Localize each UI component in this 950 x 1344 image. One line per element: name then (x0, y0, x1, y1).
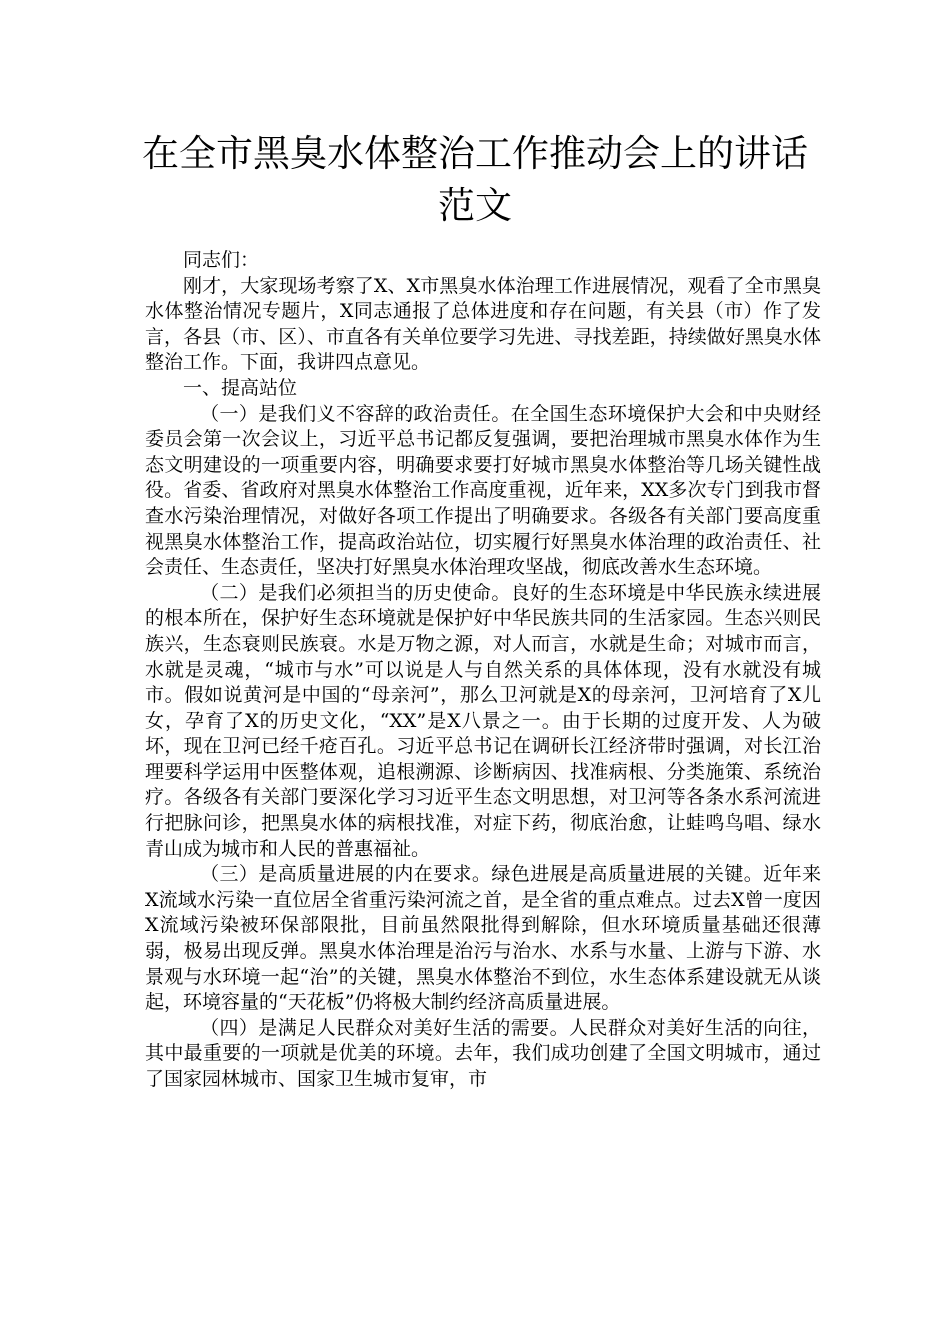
document-body (145, 248, 821, 1093)
paragraph: （四）是满足人民群众对美好生活的需要。人民群众对美好生活的向往，其中最重要的一项就是优美的环境。去年，我们成功创建了全国文明城市，通过了国家园林城市、国家卫生城市复审，市 (145, 1016, 821, 1090)
paragraph: 刚才，大家现场考察了X、X市黑臭水体治理工作进展情况，观看了全市黑臭水体整治情况专题片，X同志通报了总体进度和存在问题，有关县（市）作了发言，各县（市、区）、市直各有关单位要学习先进、寻找差距，持续做好黑臭水体整治工作。下面，我讲四点意见。 (145, 274, 821, 374)
section-heading: 一、提高站位 (183, 376, 298, 399)
salutation: 同志们： (183, 249, 260, 271)
paragraph: （三）是高质量进展的内在要求。绿色进展是高质量进展的关键。近年来X流域水污染一直位居全省重污染河流之首，是全省的重点难点。过去X曾一度因X流域污染被环保部限批，目前虽然限批得到解除，但水环境质量基础还很薄弱，极易出现反弹。黑臭水体治理是治污与治水、水系与水量、上游与下游、水景观与水环境一起“治”的关键，黑臭水体整治不到位，水生态体系建设就无从谈起，环境容量的“天花板”仍将极大制约经济高质量进展。 (145, 863, 821, 1014)
paragraph: （一）是我们义不容辞的政治责任。在全国生态环境保护大会和中央财经委员会第一次会议上，习近平总书记都反复强调，要把治理城市黑臭水体作为生态文明建设的一项重要内容，明确要求要打好城市黑臭水体整治等几场关键性战役。省委、省政府对黑臭水体整治工作高度重视，近年来，XX多次专门到我市督查水污染治理情况，对做好各项工作提出了明确要求。各级各有关部门要高度重视黑臭水体整治工作，提高政治站位，切实履行好黑臭水体治理的政治责任、社会责任、生态责任，坚决打好黑臭水体治理攻坚战，彻底改善水生态环境。 (145, 402, 821, 579)
document-title: 在全市黑臭水体整治工作推动会上的讲话范文 (142, 132, 808, 227)
paragraph: （二）是我们必须担当的历史使命。良好的生态环境是中华民族永续进展的根本所在，保护好生态环境就是保护好中华民族共同的生活家园。生态兴则民族兴，生态衰则民族衰。水是万物之源，对人而言，水就是生命；对城市而言，水就是灵魂，“城市与水”可以说是人与自然关系的具体体现，没有水就没有城市。假如说黄河是中国的“母亲河”，那么卫河就是X的母亲河，卫河培育了X儿女，孕育了X的历史文化，“XX”是X八景之一。由于长期的过度开发、人为破坏，现在卫河已经千疮百孔。习近平总书记在调研长江经济带时强调，对长江治理要科学运用中医整体观，追根溯源、诊断病因、找准病根、分类施策、系统治疗。各级各有关部门要深化学习习近平生态文明思想，对卫河等各条水系河流进行把脉问诊，把黑臭水体的病根找准，对症下药，彻底治愈，让蛙鸣鸟唱、绿水青山成为城市和人民的普惠福祉。 (145, 581, 821, 860)
